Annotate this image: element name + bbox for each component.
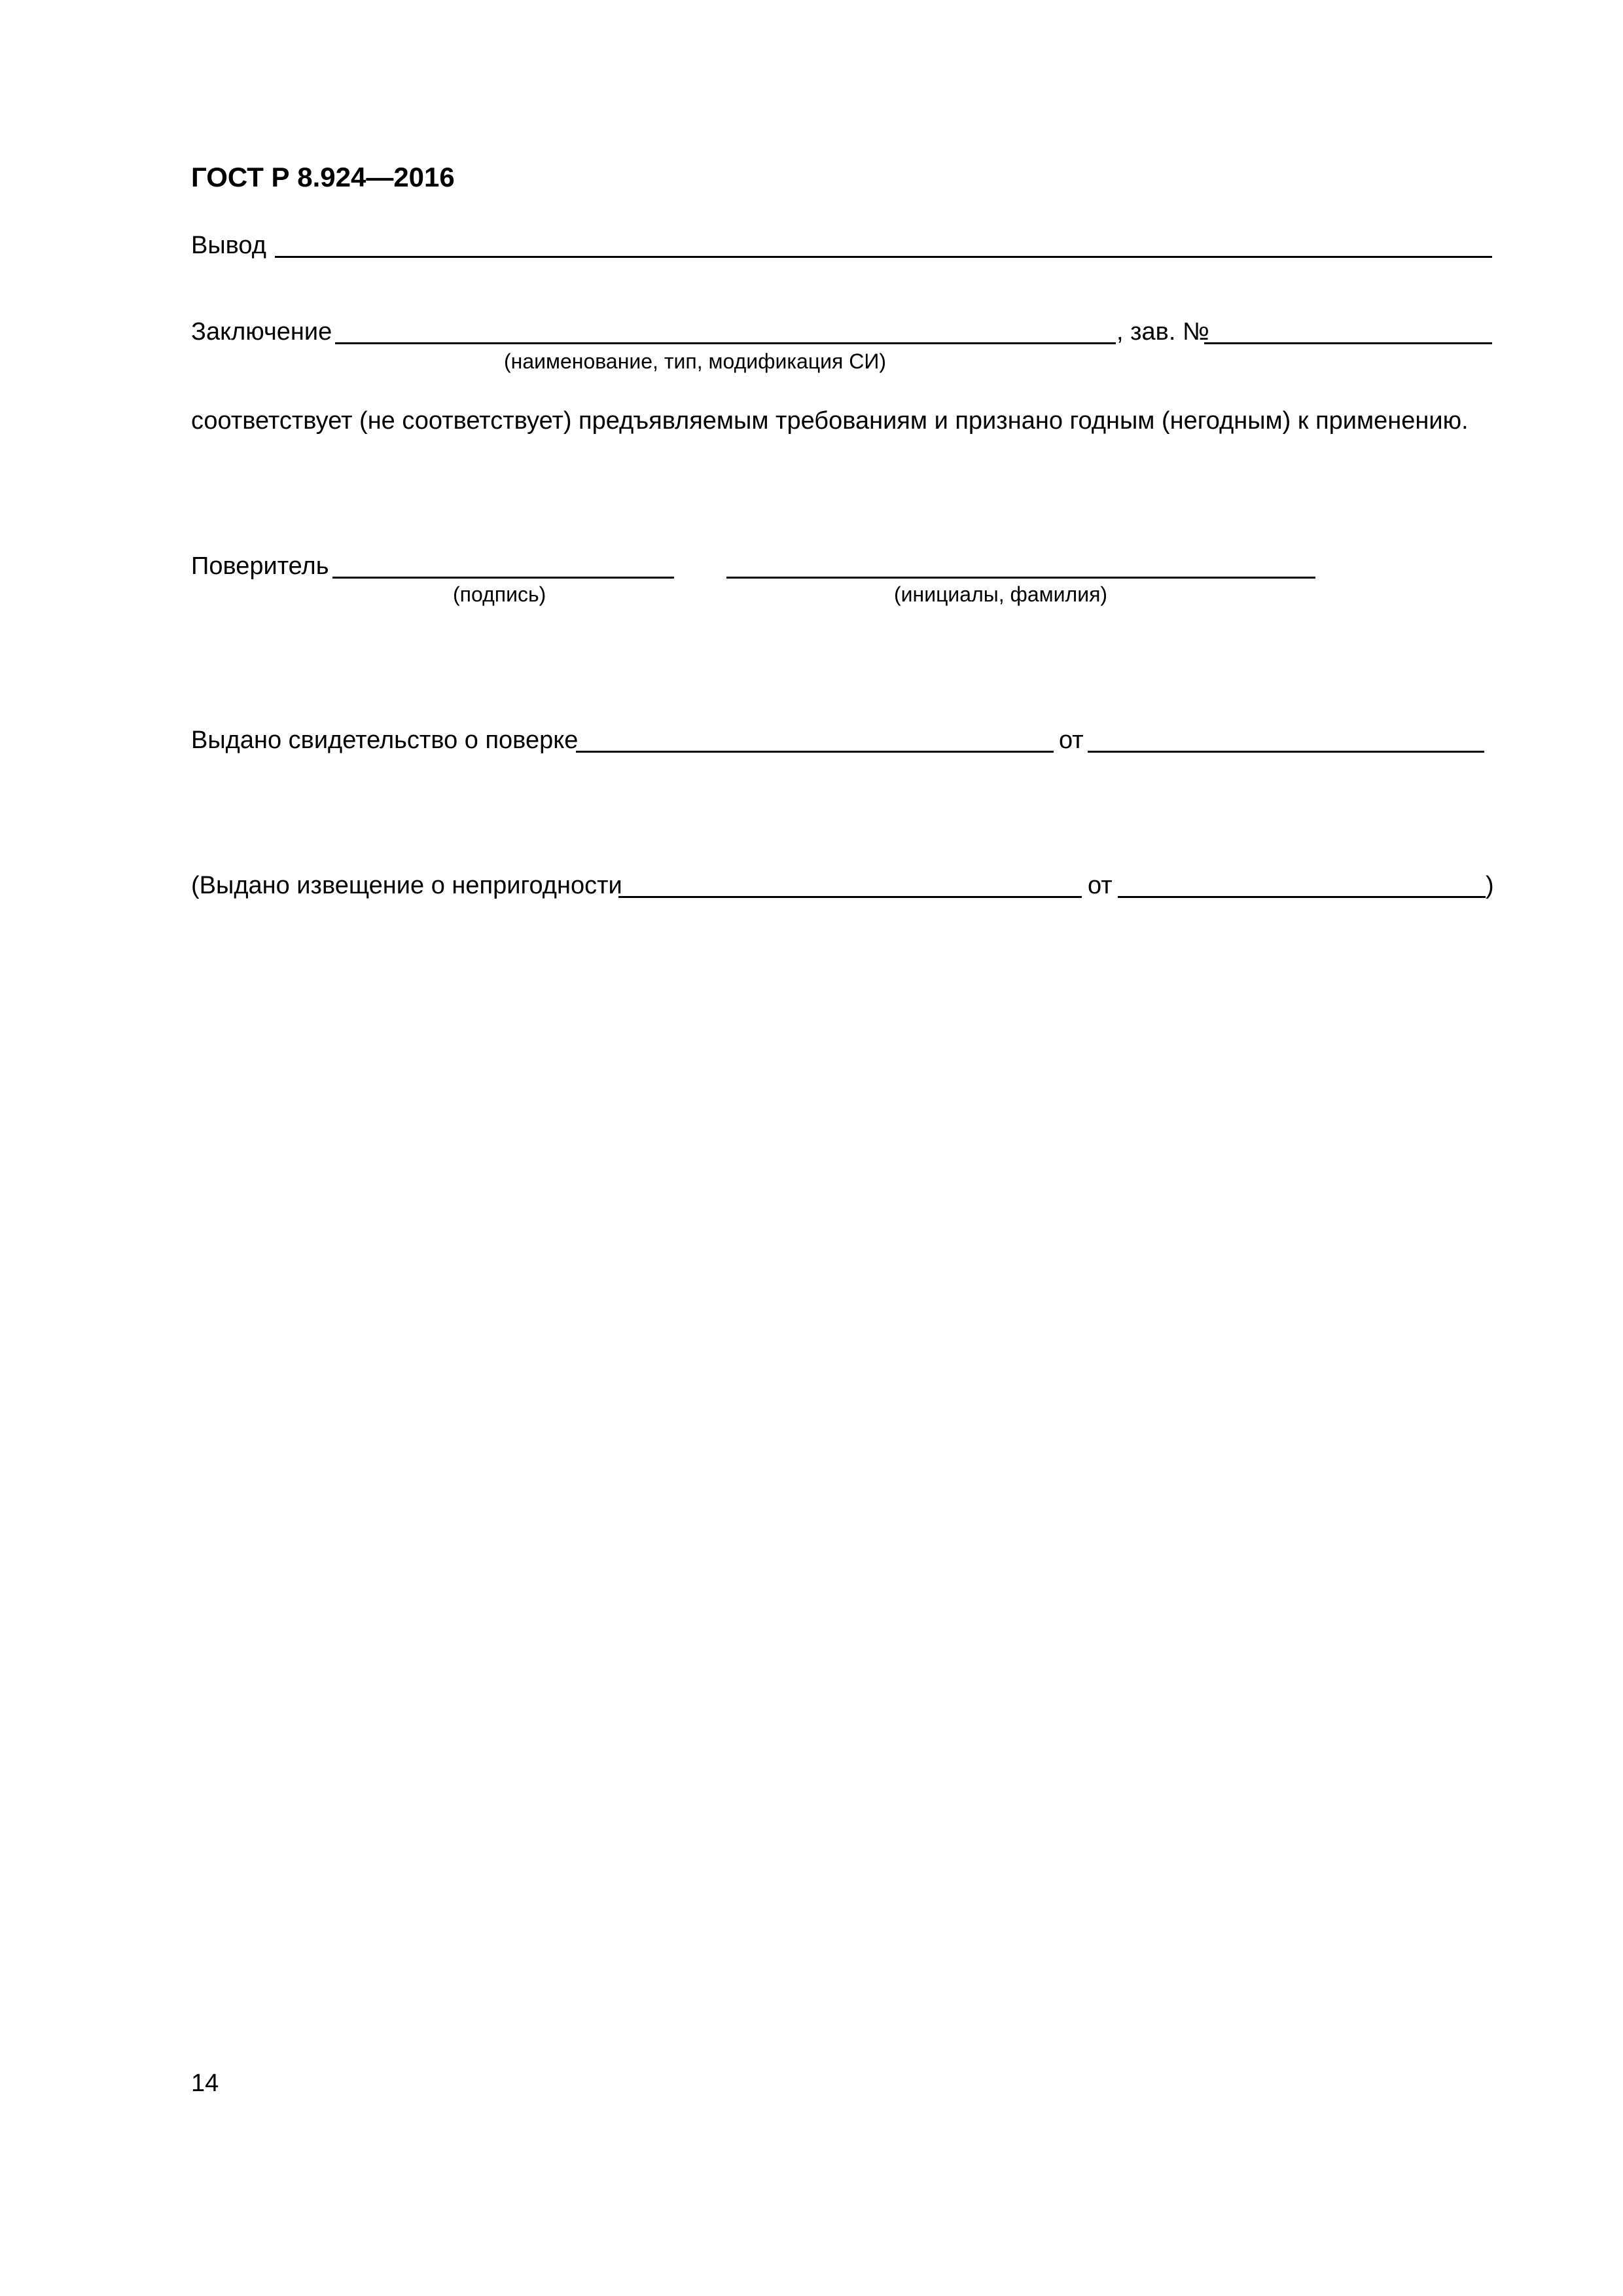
output-label: Вывод <box>191 232 266 259</box>
unfitness-date-field-line[interactable] <box>1118 896 1486 898</box>
certificate-label: Выдано свидетельство о поверке <box>191 726 579 754</box>
instrument-caption: (наименование, тип, модификация СИ) <box>504 350 886 373</box>
name-caption: (инициалы, фамилия) <box>894 583 1108 606</box>
unfitness-from-label: от <box>1088 872 1113 899</box>
signature-caption: (подпись) <box>453 583 546 606</box>
name-field-line[interactable] <box>726 577 1315 579</box>
unfitness-number-field-line[interactable] <box>618 896 1082 898</box>
serial-number-label: , зав. № <box>1116 318 1209 346</box>
certificate-number-field-line[interactable] <box>576 751 1054 753</box>
instrument-field-line[interactable] <box>335 342 1116 344</box>
document-code: ГОСТ Р 8.924—2016 <box>191 162 455 192</box>
output-field-line[interactable] <box>275 256 1492 258</box>
serial-number-field-line[interactable] <box>1204 342 1492 344</box>
verifier-label: Поверитель <box>191 552 329 580</box>
certificate-from-label: от <box>1059 726 1084 754</box>
certificate-date-field-line[interactable] <box>1088 751 1484 753</box>
page-number: 14 <box>191 2070 219 2097</box>
conclusion-label: Заключение <box>191 318 332 346</box>
conformity-statement: соответствует (не соответствует) предъявляемым требованиям и признано годным (негодным) к применению. <box>191 407 1469 435</box>
signature-field-line[interactable] <box>332 577 674 579</box>
closing-parenthesis: ) <box>1486 872 1494 899</box>
unfitness-notice-label: (Выдано извещение о непригодности <box>191 872 622 899</box>
